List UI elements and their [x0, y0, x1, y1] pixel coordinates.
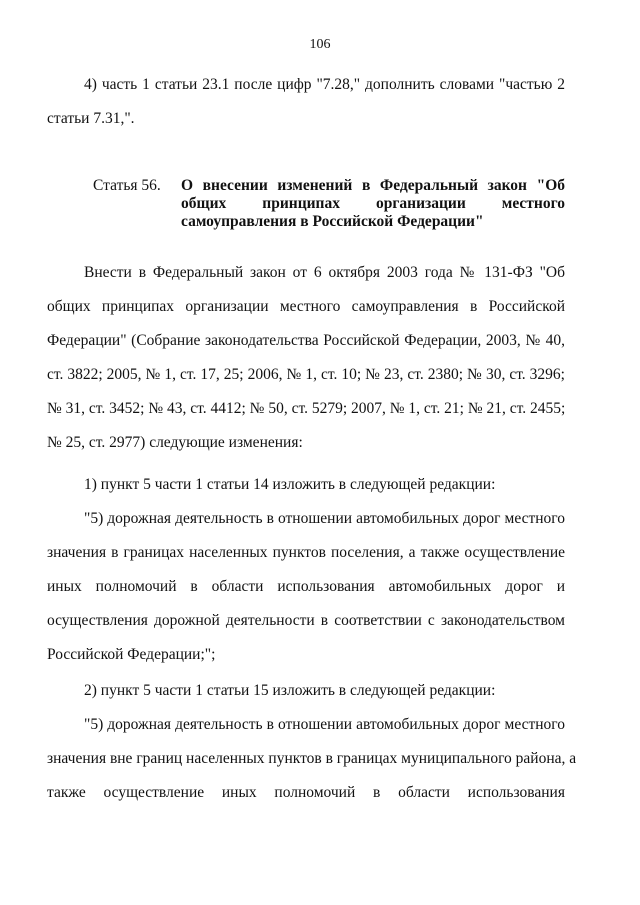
text-line: Федерации" (Собрание законодательства Российской Федерации, 2003, № 40,: [47, 332, 565, 349]
item-1-heading: [47, 468, 565, 502]
text-line: значения в границах населенных пунктов поселения, а также осуществление: [47, 544, 565, 561]
article-title: [181, 177, 565, 231]
text-line: также осуществление иных полномочий в области использования: [47, 784, 565, 801]
text-line: ст. 3822; 2005, № 1, ст. 17, 25; 2006, № 1, ст. 10; № 23, ст. 2380; № 30, ст. 3296;: [47, 366, 565, 383]
title-line: общих принципах организации местного: [181, 195, 565, 212]
text-line: Российской Федерации;";: [47, 646, 216, 663]
text-line: 1) пункт 5 части 1 статьи 14 изложить в следующей редакции:: [84, 476, 496, 493]
text-line: № 25, ст. 2977) следующие изменения:: [47, 434, 303, 451]
article-heading: [47, 177, 565, 231]
text-line: "5) дорожная деятельность в отношении автомобильных дорог местного: [84, 716, 565, 733]
text-line: значения вне границ населенных пунктов в границах муниципального района, а: [47, 750, 577, 767]
text-line: иных полномочий в области использования автомобильных дорог и: [47, 578, 565, 595]
text-line: статьи 7.31,".: [47, 110, 135, 127]
item-2-text: [47, 708, 577, 810]
text-line: № 31, ст. 3452; № 43, ст. 4412; № 50, ст. 5279; 2007, № 1, ст. 21; № 21, ст. 2455;: [47, 400, 566, 417]
title-line: О внесении изменений в Федеральный закон "Об: [181, 177, 565, 194]
article-number: Статья 56.: [93, 177, 161, 194]
text-line: "5) дорожная деятельность в отношении автомобильных дорог местного: [84, 510, 565, 527]
page-number: 106: [309, 37, 331, 52]
item-1-text: [47, 502, 565, 672]
title-line: самоуправления в Российской Федерации": [181, 213, 484, 230]
intro-paragraph: [47, 256, 565, 460]
text-line: Внести в Федеральный закон от 6 октября 2003 года № 131-ФЗ "Об: [84, 264, 565, 281]
text-line: осуществления дорожной деятельности в соответствии с законодательством: [47, 612, 565, 629]
text-line: общих принципах организации местного самоуправления в Российской: [47, 298, 565, 315]
text-line: 4) часть 1 статьи 23.1 после цифр "7.28," дополнить словами "частью 2: [84, 76, 565, 93]
item-4-paragraph: [47, 68, 565, 136]
text-line: 2) пункт 5 части 1 статьи 15 изложить в следующей редакции:: [84, 682, 496, 699]
item-2-heading: [47, 674, 565, 708]
